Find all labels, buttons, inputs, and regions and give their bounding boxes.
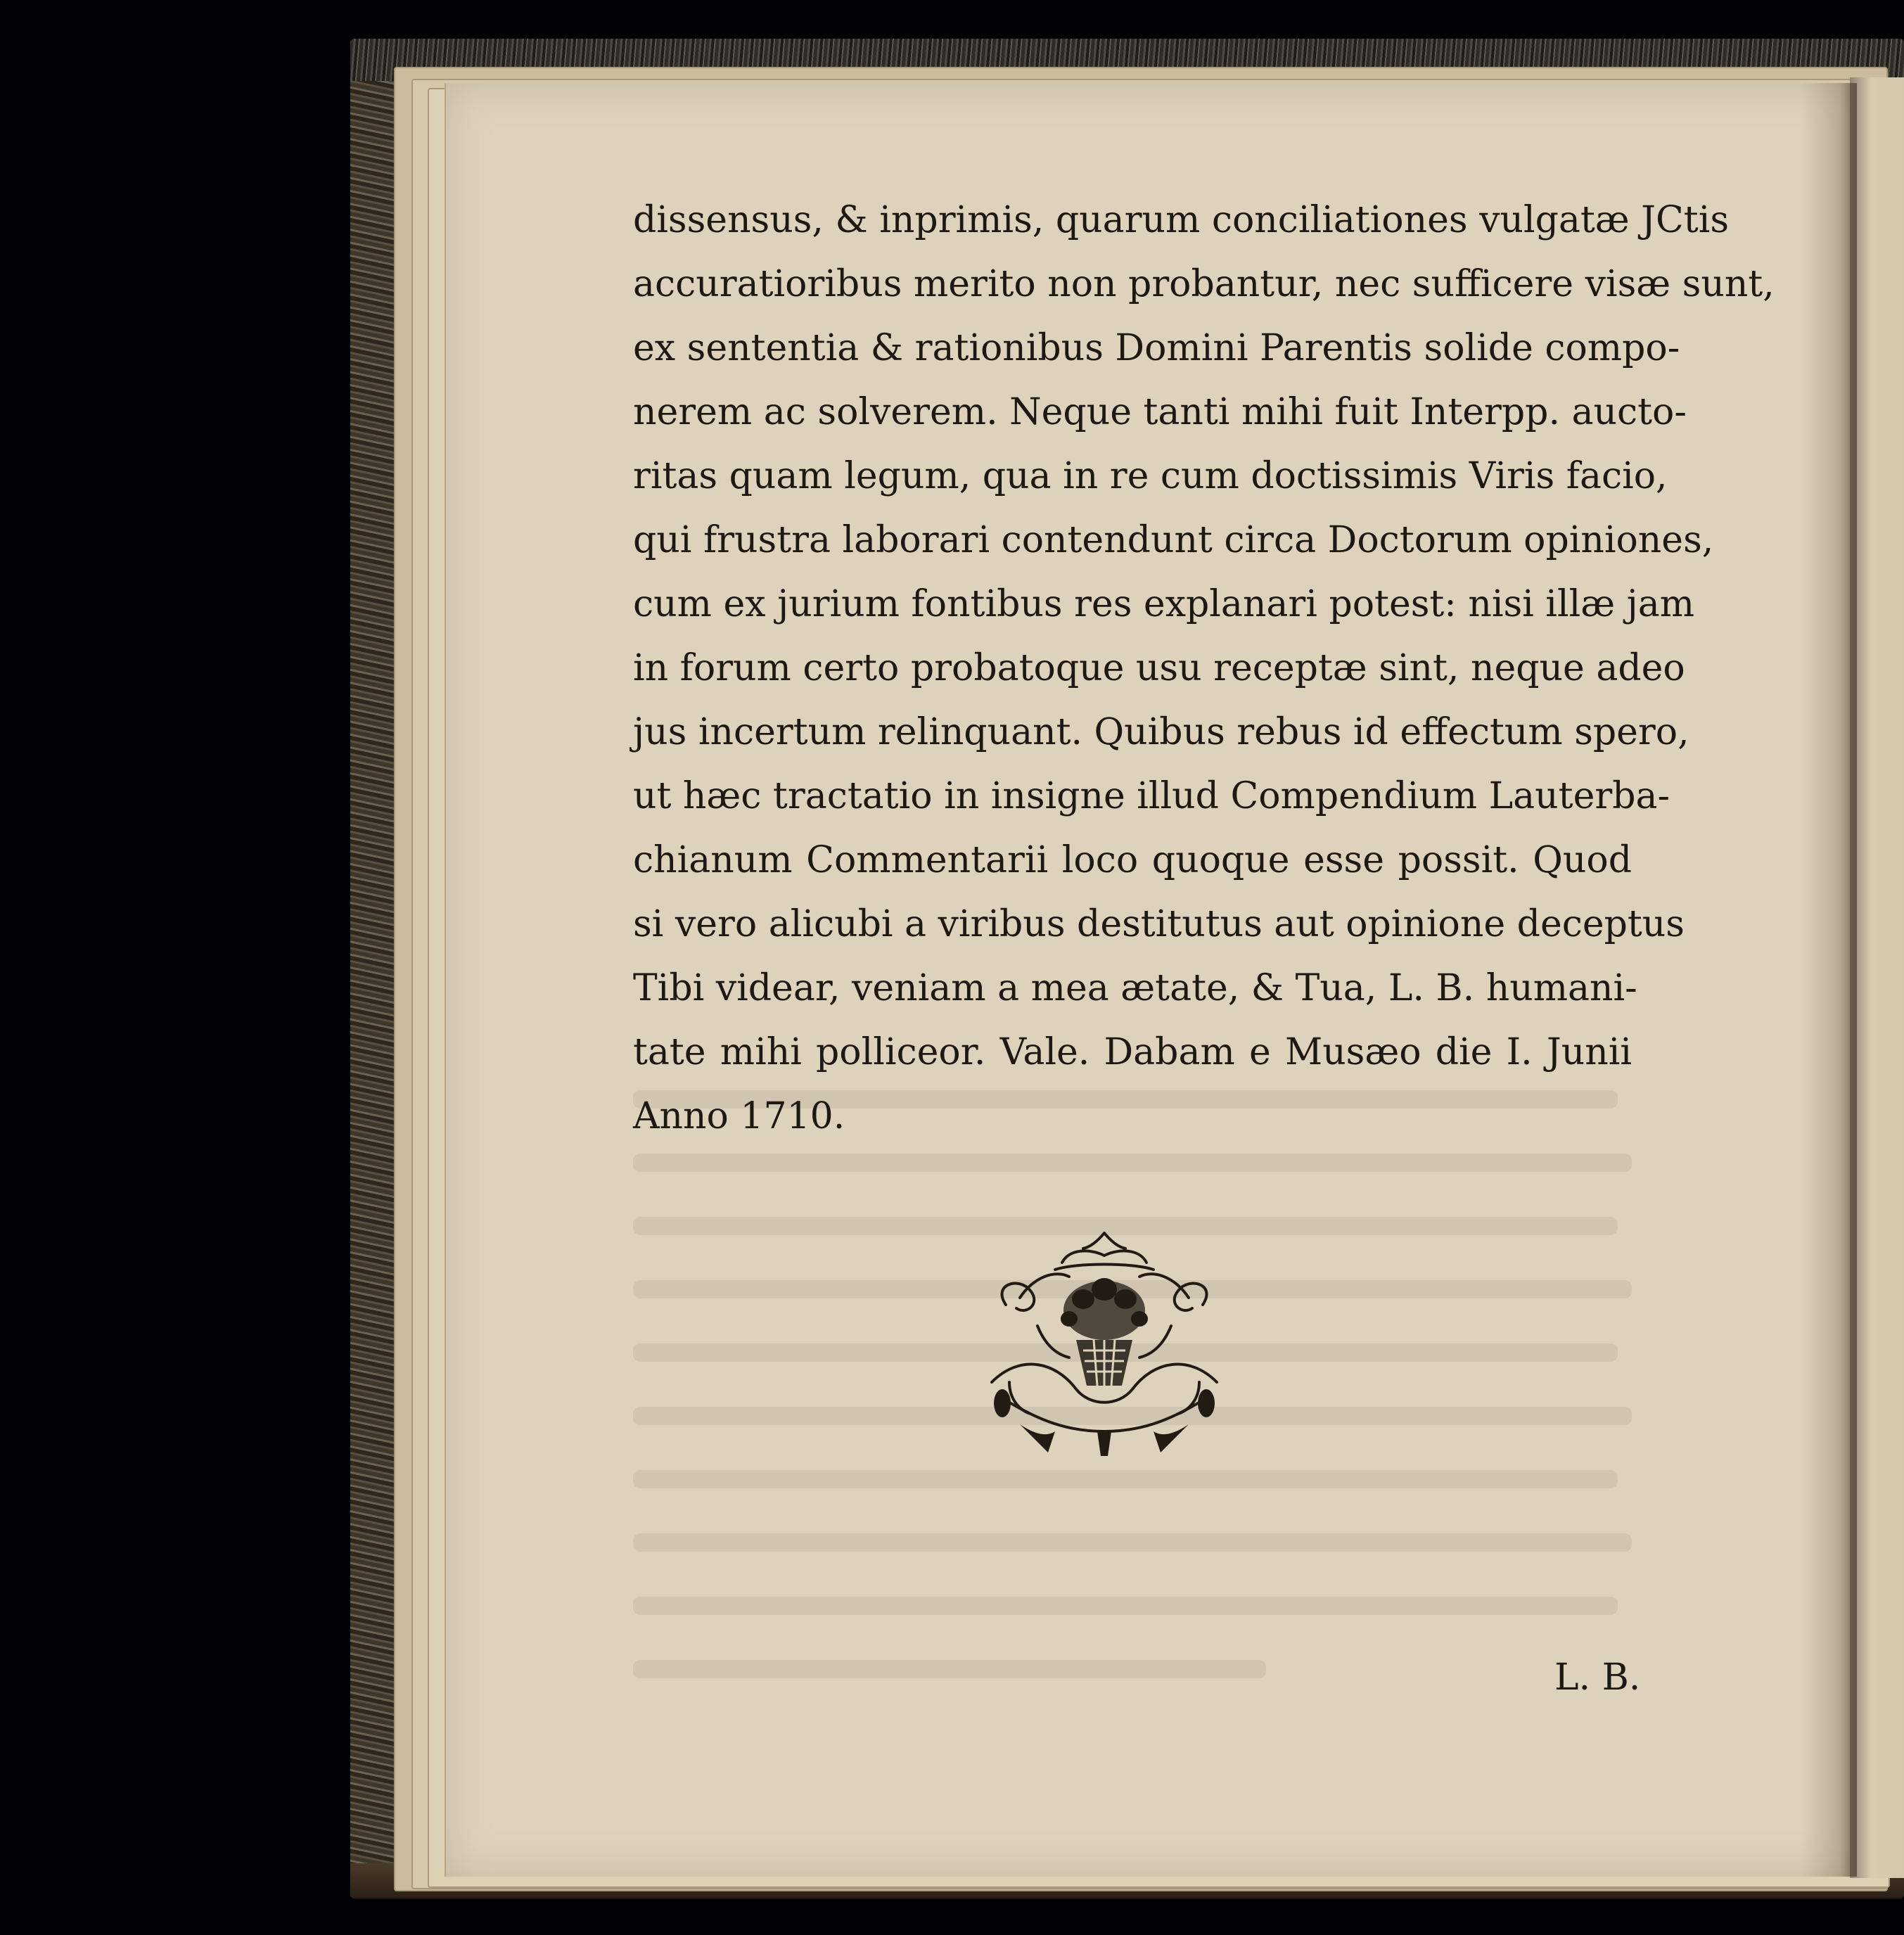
body-text xyxy=(633,189,1775,1149)
text-line: accuratioribus merito non probantur, nec sufficere visæ sunt, xyxy=(633,263,1775,305)
text-line: in forum certo probatoque usu receptæ sint, neque adeo xyxy=(633,647,1685,689)
signature-initials: L. B. xyxy=(1554,1656,1641,1699)
text-line: ut hæc tractatio in insigne illud Compendium Lauterba- xyxy=(633,775,1670,817)
facing-page-edge xyxy=(1850,77,1904,1878)
floral-basket-vignette-icon xyxy=(978,1220,1231,1463)
text-line: ex sententia & rationibus Domini Parentis solide compo- xyxy=(633,327,1680,369)
text-line-date: Anno 1710. xyxy=(633,1095,845,1137)
text-line: ritas quam legum, qua in re cum doctissimis Viris facio, xyxy=(633,455,1668,497)
text-line: jus incertum relinquant. Quibus rebus id effectum spero, xyxy=(633,711,1689,753)
text-line: si vero alicubi a viribus destitutus aut opinione deceptus xyxy=(633,903,1685,945)
text-line: Tibi videar, veniam a mea ætate, & Tua, L. B. humani- xyxy=(633,967,1637,1009)
text-line: tate mihi polliceor. Vale. Dabam e Musæo die I. Junii xyxy=(633,1031,1632,1073)
page-gutter-shadow xyxy=(1801,83,1857,1877)
text-line: chianum Commentarii loco quoque esse possit. Quod xyxy=(633,839,1632,881)
text-line: dissensus, & inprimis, quarum conciliationes vulgatæ JCtis xyxy=(633,199,1730,241)
text-line: qui frustra laborari contendunt circa Doctorum opiniones, xyxy=(633,519,1714,561)
text-line: cum ex jurium fontibus res explanari potest: nisi illæ jam xyxy=(633,583,1695,625)
text-line: nerem ac solverem. Neque tanti mihi fuit Interpp. aucto- xyxy=(633,391,1687,433)
